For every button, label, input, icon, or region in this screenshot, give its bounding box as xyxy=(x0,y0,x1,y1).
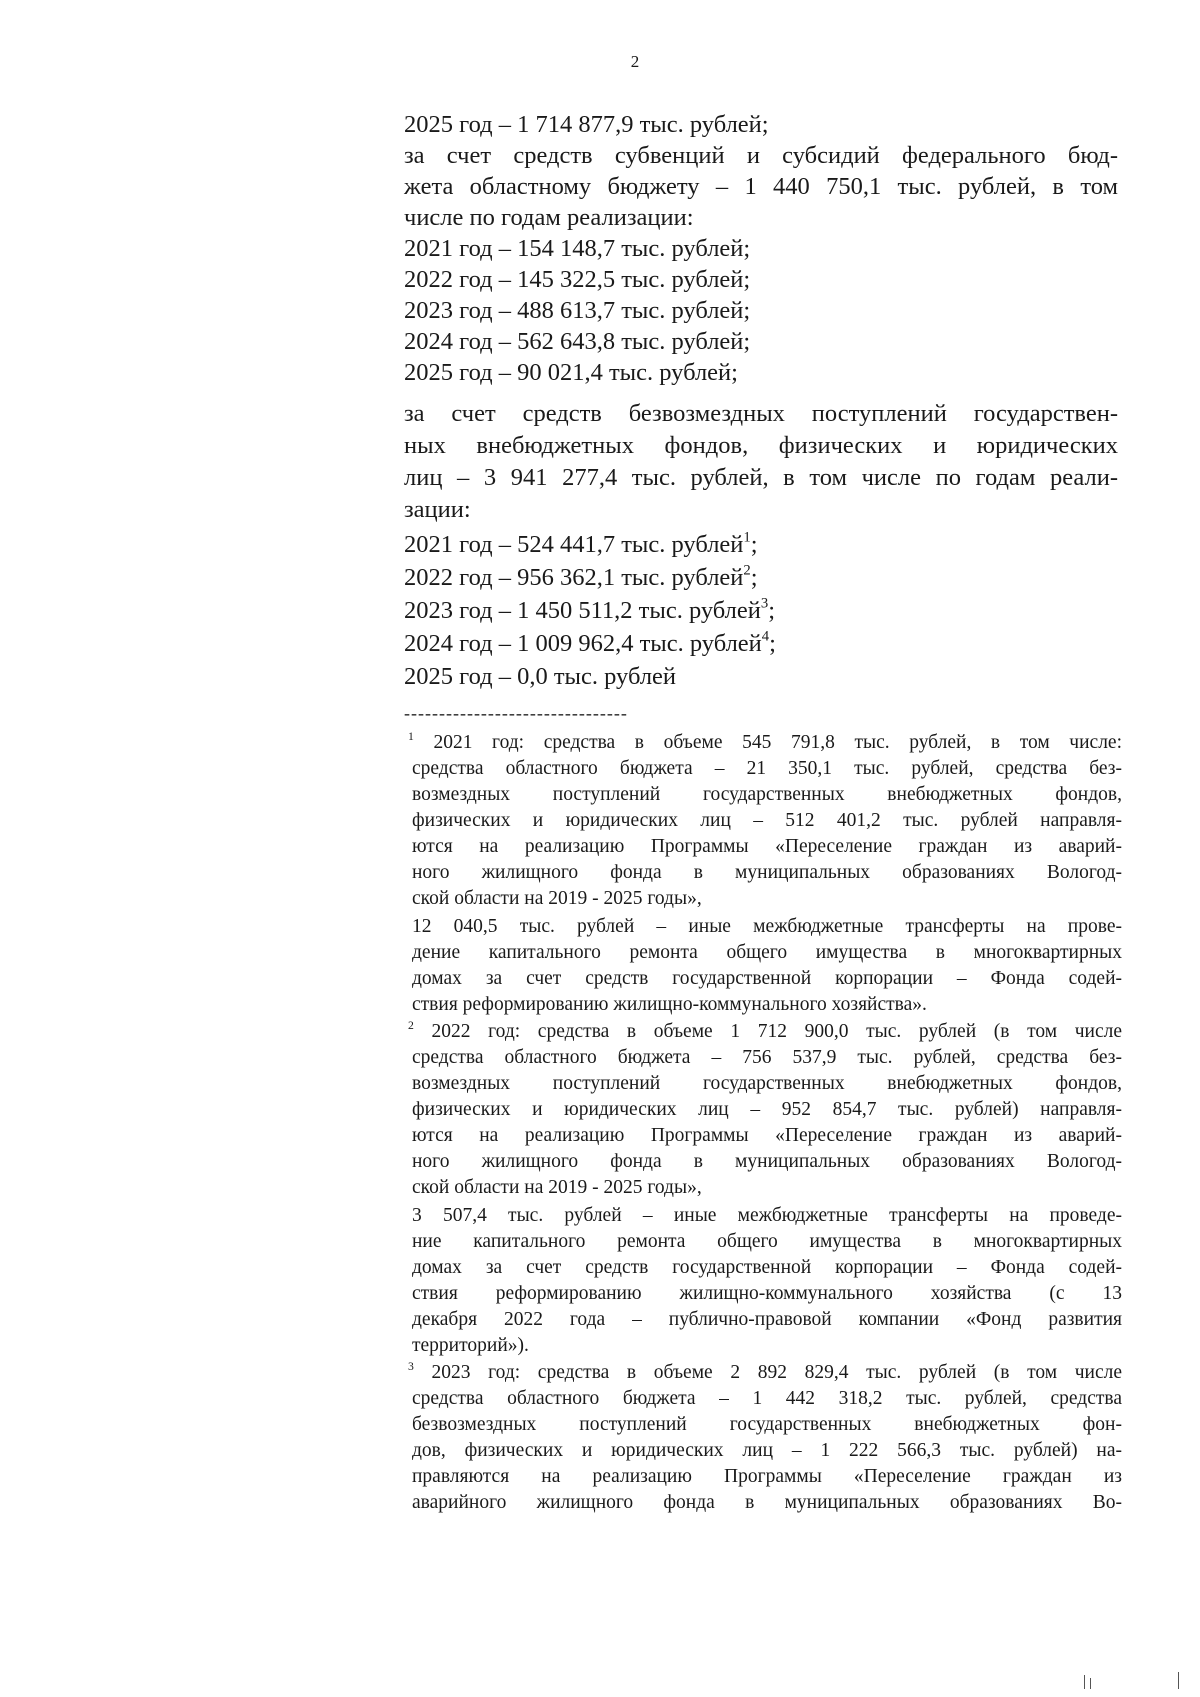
footnote-2-text: 2022 год: средства в объеме 1 712 900,0 тыс. рублей (в том числе xyxy=(431,1021,1122,1042)
scan-mark xyxy=(1090,1678,1091,1689)
footnote-mark-1: 1 xyxy=(408,729,414,743)
footnote-line-23: декабря 2022 года – публично-правовой компании «Фонд развития xyxy=(412,1309,1122,1330)
footnote-line-11: ствия реформированию жилищно-коммунального хозяйства». xyxy=(412,994,927,1015)
footnote-line-15: физических и юридических лиц – 952 854,7 тыс. рублей) направля- xyxy=(412,1099,1122,1120)
main-line-15-tail: ; xyxy=(750,564,758,591)
main-line-13: зации: xyxy=(404,496,471,523)
footnote-ref-4: 4 xyxy=(761,628,770,645)
main-line-4: числе по годам реализации: xyxy=(404,204,694,231)
footnote-line-8: 12 040,5 тыс. рублей – иные межбюджетные трансферты на прове- xyxy=(412,916,1122,937)
footnote-line-4: физических и юридических лиц – 512 401,2 тыс. рублей направля- xyxy=(412,810,1122,831)
footnote-line-27: безвозмездных поступлений государственных внебюджетных фон- xyxy=(412,1414,1122,1435)
main-line-16-text: 2023 год – 1 450 511,2 тыс. рублей xyxy=(404,597,761,624)
main-line-1: 2025 год – 1 714 877,9 тыс. рублей; xyxy=(404,111,769,138)
main-line-5: 2021 год – 154 148,7 тыс. рублей; xyxy=(404,235,751,262)
footnote-line-12 xyxy=(408,1019,1122,1044)
footnote-line-17: ного жилищного фонда в муниципальных образованиях Вологод- xyxy=(412,1151,1122,1172)
footnote-line-18: ской области на 2019 - 2025 годы», xyxy=(412,1177,702,1198)
footnote-ref-1: 1 xyxy=(743,529,751,546)
main-line-9: 2025 год – 90 021,4 тыс. рублей; xyxy=(404,359,738,386)
footnote-ref-2: 2 xyxy=(743,562,751,579)
footnote-line-30: аварийного жилищного фонда в муниципальных образованиях Во- xyxy=(412,1492,1122,1513)
footnote-line-16: ются на реализацию Программы «Переселение граждан из аварий- xyxy=(412,1125,1122,1146)
main-line-10: за счет средств безвозмездных поступлений государствен- xyxy=(404,400,1118,427)
main-line-8: 2024 год – 562 643,8 тыс. рублей; xyxy=(404,328,751,355)
main-line-6: 2022 год – 145 322,5 тыс. рублей; xyxy=(404,266,751,293)
footnote-line-21: домах за счет средств государственной корпорации – Фонда содей- xyxy=(412,1257,1122,1278)
main-line-3: жета областному бюджету – 1 440 750,1 тыс. рублей, в том xyxy=(404,173,1118,200)
scan-mark xyxy=(1084,1675,1085,1689)
main-line-2: за счет средств субвенций и субсидий федерального бюд- xyxy=(404,142,1118,169)
footnote-mark-3: 3 xyxy=(408,1359,414,1373)
footnote-line-22: ствия реформированию жилищно-коммунального хозяйства (с 13 xyxy=(412,1283,1122,1304)
main-line-17 xyxy=(404,629,1118,659)
footnote-line-5: ются на реализацию Программы «Переселение граждан из аварий- xyxy=(412,836,1122,857)
footnote-line-26: средства областного бюджета – 1 442 318,2 тыс. рублей, средства xyxy=(412,1388,1122,1409)
main-line-16-tail: ; xyxy=(768,597,776,624)
footnote-line-29: правляются на реализацию Программы «Переселение граждан из xyxy=(412,1466,1122,1487)
footnote-line-6: ного жилищного фонда в муниципальных образованиях Вологод- xyxy=(412,862,1122,883)
main-line-17-tail: ; xyxy=(769,630,776,657)
footnote-line-10: домах за счет средств государственной корпорации – Фонда содей- xyxy=(412,968,1122,989)
main-line-14-text: 2021 год – 524 441,7 тыс. рублей xyxy=(404,531,744,558)
footnote-line-19: 3 507,4 тыс. рублей – иные межбюджетные трансферты на проведе- xyxy=(412,1205,1122,1226)
footnote-line-28: дов, физических и юридических лиц – 1 222 566,3 тыс. рублей) на- xyxy=(412,1440,1122,1461)
footnote-line-20: ние капитального ремонта общего имущества в многоквартирных xyxy=(412,1231,1122,1252)
footnote-1-text: 2021 год: средства в объеме 545 791,8 тыс. рублей, в том числе: xyxy=(433,732,1123,753)
scan-mark xyxy=(1178,1672,1179,1689)
footnote-ref-3: 3 xyxy=(760,595,769,612)
footnote-3-text: 2023 год: средства в объеме 2 892 829,4 тыс. рублей (в том числе xyxy=(431,1362,1122,1383)
page-number: 2 xyxy=(630,52,640,71)
main-line-14-tail: ; xyxy=(750,531,758,558)
footnote-line-14: возмездных поступлений государственных внебюджетных фондов, xyxy=(412,1073,1122,1094)
main-line-12: лиц – 3 941 277,4 тыс. рублей, в том числе по годам реали- xyxy=(404,464,1118,491)
footnote-separator: -------------------------------- xyxy=(404,703,628,723)
footnote-line-24: территорий»). xyxy=(412,1335,529,1356)
main-line-14 xyxy=(404,530,1118,560)
footnote-line-7: ской области на 2019 - 2025 годы», xyxy=(412,888,702,909)
main-line-15-text: 2022 год – 956 362,1 тыс. рублей xyxy=(404,564,744,591)
footnote-line-13: средства областного бюджета – 756 537,9 тыс. рублей, средства без- xyxy=(412,1047,1122,1068)
footnote-line-3: возмездных поступлений государственных внебюджетных фондов, xyxy=(412,784,1122,805)
main-line-15 xyxy=(404,563,1118,593)
footnote-line-25 xyxy=(408,1360,1122,1385)
main-line-16 xyxy=(404,596,1118,626)
main-line-7: 2023 год – 488 613,7 тыс. рублей; xyxy=(404,297,751,324)
footnote-line-1 xyxy=(408,730,1122,755)
main-line-17-text: 2024 год – 1 009 962,4 тыс. рублей xyxy=(404,630,762,657)
footnote-mark-2: 2 xyxy=(408,1018,414,1032)
main-line-11: ных внебюджетных фондов, физических и юридических xyxy=(404,432,1118,459)
main-line-18: 2025 год – 0,0 тыс. рублей xyxy=(404,663,677,690)
footnote-line-9: дение капитального ремонта общего имущества в многоквартирных xyxy=(412,942,1122,963)
footnote-line-2: средства областного бюджета – 21 350,1 тыс. рублей, средства без- xyxy=(412,758,1122,779)
